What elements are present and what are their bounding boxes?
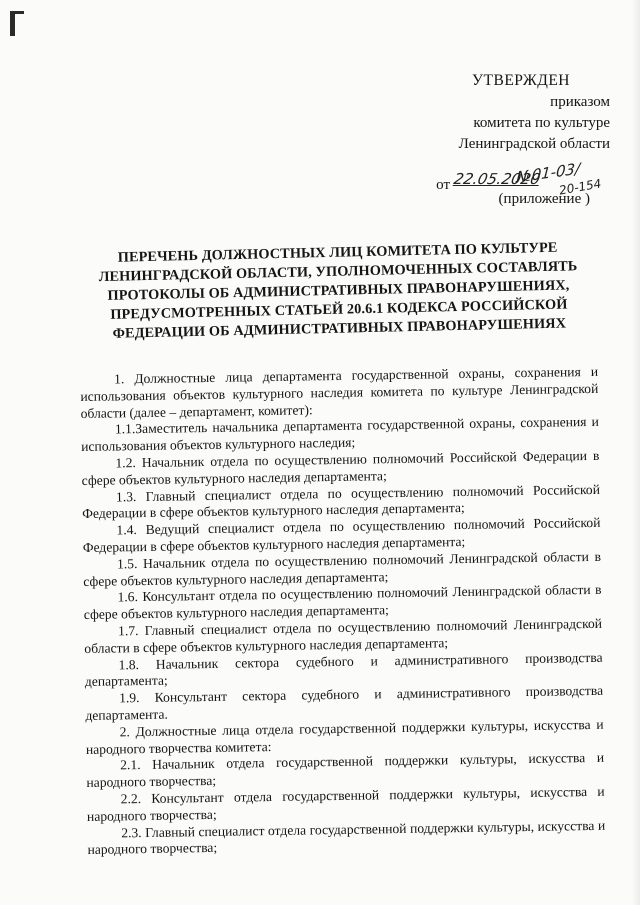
- approved-heading: УТВЕРЖДЕН: [472, 72, 570, 89]
- paragraph-item: 1.4. Ведущий специалист отдела по осуществлению полномочий Российской Федерации в сфере объектов культурного наследия департамента;: [82, 515, 601, 555]
- paragraph-item: 1.5. Начальник отдела по осуществлению полномочий Ленинградской области в сфере объектов культурного наследия департамента;: [83, 548, 602, 589]
- paragraph-item: 2.3. Главный специалист отдела государственной поддержки культуры, искусства и народного творчества;: [87, 817, 606, 858]
- title-line: ПРЕДУСМОТРЕННЫХ СТАТЬЕЙ 20.6.1 КОДЕКСА РОССИЙСКОЙ: [110, 296, 568, 323]
- approval-stamp-block: [370, 70, 610, 213]
- title-line: ПРОТОКОЛЫ ОБ АДМИНИСТРАТИВНЫХ ПРАВОНАРУШЕНИЯХ,: [107, 277, 570, 304]
- title-line: ФЕДЕРАЦИИ ОБ АДМИНИСТРАТИВНЫХ ПРАВОНАРУШЕНИЯХ: [112, 315, 567, 342]
- page-edge-shadow: [632, 0, 640, 905]
- document-title: [60, 237, 617, 345]
- paragraph-item: 2.2. Консультант отдела государственной поддержки культуры, искусства и народного творчества;: [86, 783, 605, 824]
- appendix-label: (приложение ): [498, 191, 590, 207]
- paragraph-section-2: 2. Должностные лица отдела государственной поддержки культуры, искусства и народного творчества комитета:: [85, 716, 604, 757]
- scan-corner-mark: [10, 11, 15, 36]
- handwritten-suffix: 20-154: [558, 176, 603, 198]
- approval-line-order: приказом: [550, 94, 610, 110]
- approval-line-region: Ленинградской области: [458, 136, 610, 152]
- paragraph-item: 1.1.Заместитель начальника департамента государственной охраны, сохранения и использования объектов культурного наследия;: [81, 414, 599, 455]
- paragraph-section-1: 1. Должностные лица департамента государственной охраны, сохранения и использования объектов культурного наследия комитета по культуре Ленинградской области (далее – департамент, комитет):: [80, 363, 599, 421]
- paragraph-item: 1.7. Главный специалист отдела по осуществлению полномочий Ленинградской области в сфере объектов культурного наследия департамента;: [84, 615, 603, 656]
- paragraph-item: 1.6. Консультант отдела по осуществлению полномочий Ленинградской области в сфере объектов культурного наследия департамента;: [83, 582, 602, 623]
- title-line: ЛЕНИНГРАДСКОЙ ОБЛАСТИ, УПОЛНОМОЧЕННЫХ СОСТАВЛЯТЬ: [98, 258, 578, 286]
- paragraph-item: 2.1. Начальник отдела государственной поддержки культуры, искусства и народного творчества;: [86, 750, 605, 791]
- title-line: ПЕРЕЧЕНЬ ДОЛЖНОСТНЫХ ЛИЦ КОМИТЕТА ПО КУЛЬТУРЕ: [117, 239, 558, 266]
- order-from-label: от: [436, 177, 450, 193]
- handwritten-number: №01-03/: [515, 159, 581, 187]
- paragraph-item: 1.9. Консультант сектора судебного и административного производства департамента.: [85, 682, 604, 723]
- approval-line-committee: комитета по культуре: [473, 115, 610, 131]
- paragraph-item: 1.3. Главный специалист отдела по осуществлению полномочий Российской Федерации в сфере объектов культурного наследия департамента;: [82, 481, 601, 522]
- paragraph-item: 1.2. Начальник отдела по осуществлению полномочий Российской Федерации в сфере объектов культурного наследия департамента;: [81, 447, 600, 488]
- paragraph-item: 1.8. Начальник сектора судебного и административного производства департамента;: [84, 649, 603, 690]
- document-body: [80, 364, 606, 859]
- handwritten-date: 22.05.2020: [452, 170, 543, 188]
